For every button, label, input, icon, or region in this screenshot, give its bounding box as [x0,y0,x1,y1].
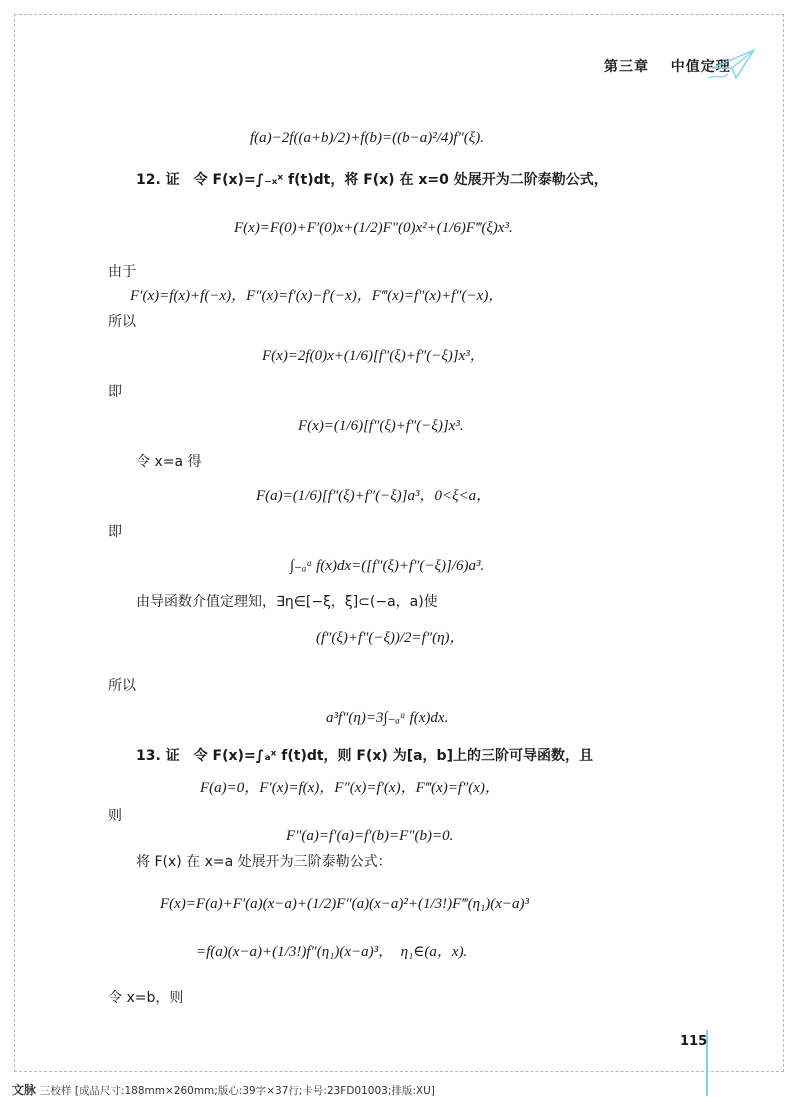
formula-line: =f(a)(x−a)+(1/3!)f″(η₁)(x−a)³， η₁∈(a，x). [196,944,468,960]
text-line: 令 x=a 得 [136,454,202,470]
formula-line: a³f″(η)=3∫₋ₐᵃ f(x)dx. [326,710,449,726]
formula-line: ∫₋ₐᵃ f(x)dx=([f″(ξ)+f″(−ξ)]/6)a³. [290,558,485,574]
text-line: 则 [108,808,122,824]
formula-line: F(a)=0，F′(x)=f(x)，F″(x)=f′(x)，F‴(x)=f″(x)， [200,780,500,796]
formula-line: F″(a)=f′(a)=f′(b)=F″(b)=0. [286,828,454,844]
text-line: 由于 [108,264,136,280]
text-line: 所以 [108,678,136,694]
text-line: 即 [108,524,122,540]
footer-note-text: 三校样 [成品尺寸:188mm×260mm;版心:39字×37行;卡号:23FD01003;排版:XU] [40,1085,435,1097]
formula-line: F(x)=2f(0)x+(1/6)[f″(ξ)+f″(−ξ)]x³， [262,348,485,364]
proof-12-line: 12. 证 令 F(x)=∫₋ₓˣ f(t)dt，将 F(x) 在 x=0 处展开为二阶泰勒公式， [136,172,608,188]
print-footer [12,1081,435,1098]
text-line: 令 x=b，则 [108,990,184,1006]
formula-line: F′(x)=f(x)+f(−x)，F″(x)=f′(x)−f′(−x)，F‴(x)=f″(x)+f″(−x)， [130,288,504,304]
text-line: 将 F(x) 在 x=a 处展开为三阶泰勒公式： [136,854,392,870]
text-line: 由导函数介值定理知，∃η∈[−ξ，ξ]⊂(−a，a)使 [136,594,438,610]
chapter-label: 第三章 [604,59,649,75]
paper-plane-icon [706,44,758,84]
formula-line: F(x)=F(a)+F′(a)(x−a)+(1/2)F″(a)(x−a)²+(1/3!)F‴(η₁)(x−a)³ [160,896,530,912]
formula-line: F(x)=F(0)+F′(0)x+(1/2)F″(0)x²+(1/6)F‴(ξ)x³. [234,220,513,236]
proof-13-line: 13. 证 令 F(x)=∫ₐˣ f(t)dt，则 F(x) 为[a，b]上的三阶可导函数，且 [136,748,593,764]
formula-line: F(x)=(1/6)[f″(ξ)+f″(−ξ)]x³. [298,418,464,434]
text-line: 所以 [108,314,136,330]
page-number: 115 [680,1034,708,1049]
formula-line: (f″(ξ)+f″(−ξ))/2=f″(η)， [316,630,465,646]
footer-brand: 文脉 [12,1083,37,1097]
formula-line: f(a)−2f((a+b)/2)+f(b)=((b−a)²/4)f″(ξ). [250,130,484,146]
section-label: 中值定理 [670,59,731,75]
formula-line: F(a)=(1/6)[f″(ξ)+f″(−ξ)]a³，0<ξ<a， [256,488,492,504]
text-line: 即 [108,384,122,400]
